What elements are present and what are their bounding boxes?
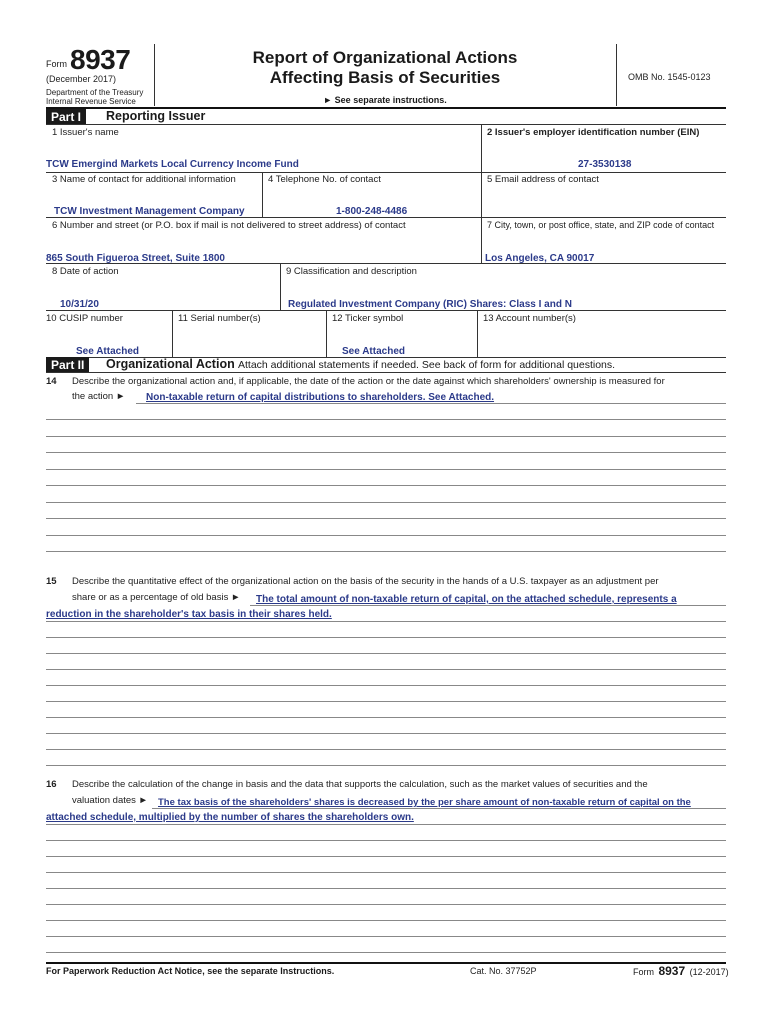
part2-title: Organizational Action <box>106 357 235 371</box>
q15-text-cont: share or as a percentage of old basis ► <box>72 592 241 603</box>
omb-number: OMB No. 1545-0123 <box>628 72 711 82</box>
q15-number: 15 <box>46 576 57 587</box>
email-field[interactable] <box>486 200 722 214</box>
part1-badge: Part I <box>46 109 86 125</box>
form-title-line2: Affecting Basis of Securities <box>269 68 501 87</box>
street-address-field[interactable]: 865 South Figueroa Street, Suite 1800 <box>46 253 225 264</box>
q16-text: Describe the calculation of the change in basis and the data that supports the calculation, such as the market values of securities and the <box>72 779 648 790</box>
irs-line: Internal Revenue Service <box>46 97 136 106</box>
ein-field[interactable]: 27-3530138 <box>578 159 632 170</box>
footer-form-number: 8937 <box>658 964 686 978</box>
field11-label: 11 Serial number(s) <box>178 313 261 324</box>
form-word: Form <box>46 59 67 69</box>
department-line: Department of the Treasury <box>46 88 144 97</box>
field9-label: 9 Classification and description <box>286 266 417 277</box>
field8-label: 8 Date of action <box>52 266 119 277</box>
q16-text-cont: valuation dates ► <box>72 795 148 806</box>
ticker-symbol-field[interactable]: See Attached <box>342 346 405 357</box>
classification-field[interactable]: Regulated Investment Company (RIC) Shares: Class I and N <box>288 299 572 310</box>
issuer-name-field[interactable]: TCW Emergind Markets Local Currency Income Fund <box>46 159 299 170</box>
field10-label: 10 CUSIP number <box>46 313 123 324</box>
part2-subtitle: Attach additional statements if needed. See back of form for additional questions. <box>238 359 616 371</box>
part1-title: Reporting Issuer <box>106 109 206 123</box>
telephone-field[interactable]: 1-800-248-4486 <box>336 206 408 217</box>
footer-form-word: Form <box>633 967 654 977</box>
form-number: 8937 <box>70 44 131 75</box>
q16-answer-field[interactable]: The tax basis of the shareholders' shares is decreased by the per share amount of non-taxable return of capital on the <box>158 797 691 808</box>
field12-label: 12 Ticker symbol <box>332 313 404 324</box>
field4-label: 4 Telephone No. of contact <box>268 174 381 185</box>
q16-number: 16 <box>46 779 57 790</box>
q14-text-cont: the action ► <box>72 391 126 402</box>
date-of-action-field[interactable]: 10/31/20 <box>60 299 99 310</box>
cusip-field[interactable]: See Attached <box>76 346 139 357</box>
footer-form-id <box>633 962 729 980</box>
paperwork-notice: For Paperwork Reduction Act Notice, see the separate Instructions. <box>46 966 335 976</box>
field6-label: 6 Number and street (or P.O. box if mail is not delivered to street address) of contact <box>52 220 406 231</box>
catalog-number: Cat. No. 37752P <box>470 966 537 976</box>
city-state-zip-field[interactable]: Los Angeles, CA 90017 <box>485 253 595 264</box>
field3-label: 3 Name of contact for additional information <box>52 174 236 185</box>
q14-number: 14 <box>46 376 57 387</box>
form-title-line1: Report of Organizational Actions <box>252 48 518 67</box>
q16-answer-field-cont[interactable]: attached schedule, multiplied by the number of shares the shareholders own. <box>46 812 414 823</box>
footer-form-revision: (12-2017) <box>689 967 729 977</box>
field13-label: 13 Account number(s) <box>483 313 576 324</box>
form-revision: (December 2017) <box>46 74 117 84</box>
q14-answer-field[interactable]: Non-taxable return of capital distributions to shareholders. See Attached. <box>146 392 495 403</box>
field2-label: 2 Issuer's employer identification number (EIN) <box>487 127 700 138</box>
contact-name-field[interactable]: TCW Investment Management Company <box>54 206 245 217</box>
q15-answer-field-cont[interactable]: reduction in the shareholder's tax basis in their shares held. <box>46 609 332 620</box>
q15-text: Describe the quantitative effect of the organizational action on the basis of the security in the hands of a U.S. taxpayer as an adjustment per <box>72 576 659 587</box>
part2-badge: Part II <box>46 357 89 373</box>
serial-number-field[interactable] <box>177 340 322 354</box>
field1-label: 1 Issuer's name <box>52 127 119 138</box>
field5-label: 5 Email address of contact <box>487 174 599 185</box>
account-number-field[interactable] <box>482 340 722 354</box>
see-instructions: ► See separate instructions. <box>323 95 447 105</box>
field7-label: 7 City, town, or post office, state, and ZIP code of contact <box>487 220 715 230</box>
q14-text: Describe the organizational action and, if applicable, the date of the action or the date against which shareholders' ownership is measured for <box>72 376 665 387</box>
q15-answer-field[interactable]: The total amount of non-taxable return of capital, on the attached schedule, represents a <box>256 594 677 605</box>
